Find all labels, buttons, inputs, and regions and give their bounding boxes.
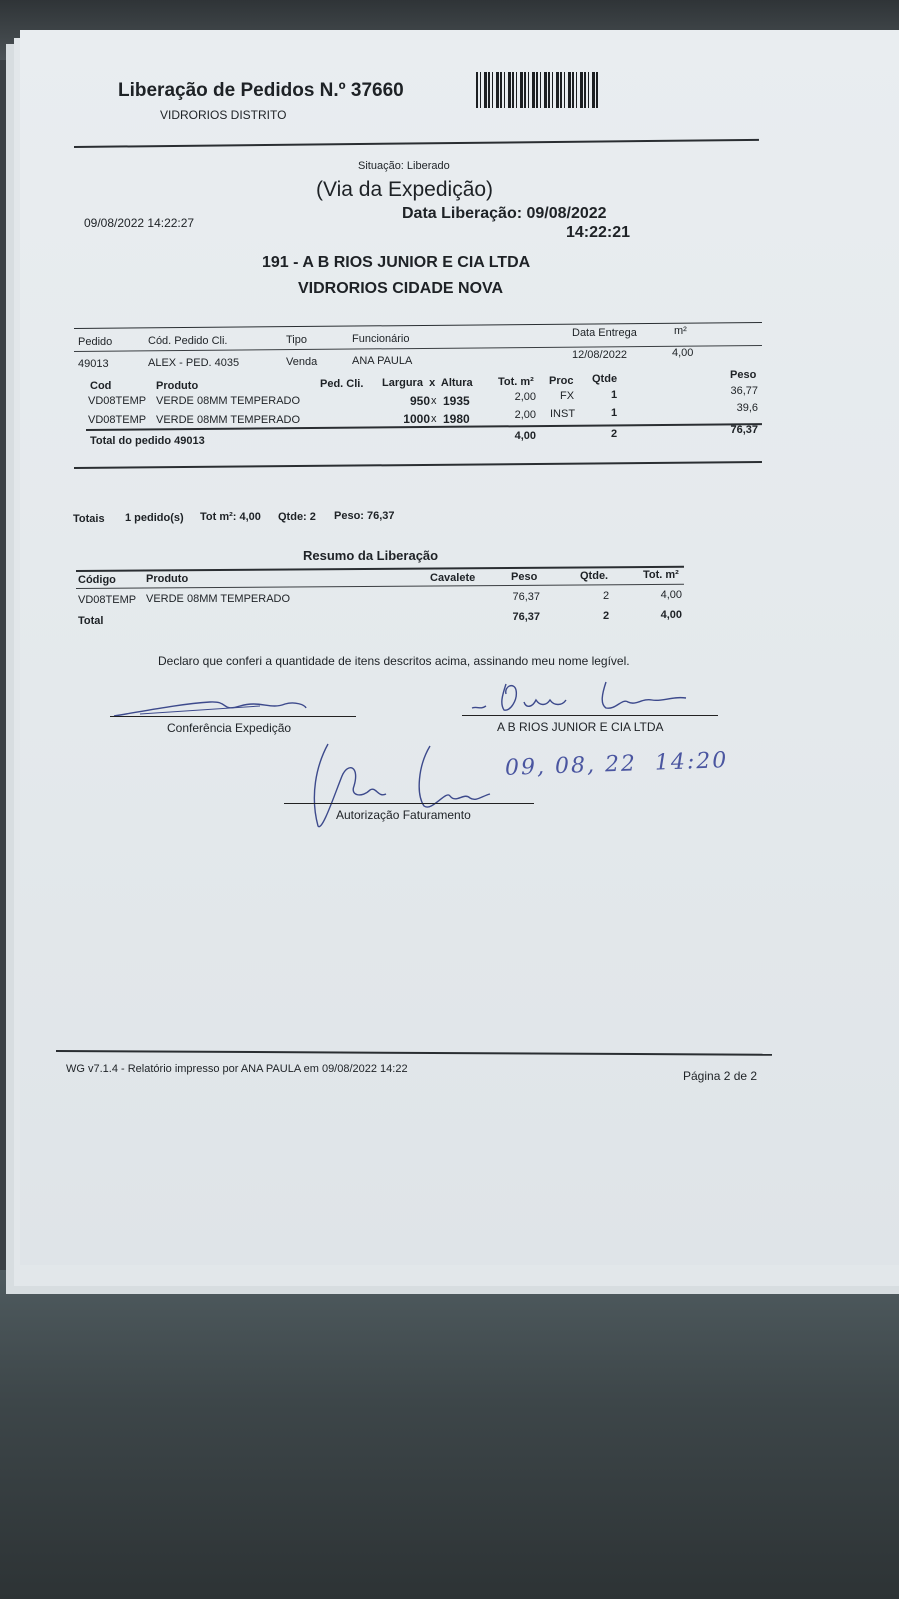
order-total-qtde: 2 <box>611 428 618 440</box>
item-1-produto: VERDE 08MM TEMPERADO <box>156 395 301 407</box>
items-col-ped-cli: Ped. Cli. <box>320 378 364 390</box>
item-2-altura: 1980 <box>443 412 470 426</box>
item-1-proc: FX <box>560 390 575 402</box>
col-funcionario: Funcionário <box>352 333 410 345</box>
summary-row-tot-m2: 4,00 <box>660 589 682 601</box>
order-funcionario: ANA PAULA <box>352 355 413 367</box>
totals-peso: Peso: 76,37 <box>334 510 395 522</box>
summary-title: Resumo da Liberação <box>303 548 439 563</box>
declaration-text: Declaro que conferi a quantidade de itens descritos acima, assinando meu nome legível. <box>158 654 630 668</box>
summary-total-qtde: 2 <box>603 610 610 622</box>
document-title: Liberação de Pedidos N.º 37660 <box>118 80 404 101</box>
items-col-produto: Produto <box>156 380 199 392</box>
order-data-entrega: 12/08/2022 <box>572 349 628 361</box>
autorizacao-signature-line <box>284 803 534 804</box>
summary-row-qtde: 2 <box>603 590 610 602</box>
items-col-peso: Peso <box>730 369 757 381</box>
summary-col-qtde: Qtde. <box>580 570 609 582</box>
conferencia-label: Conferência Expedição <box>167 721 292 735</box>
footer-printed-by: WG v7.1.4 - Relatório impresso por ANA PAULA em 09/08/2022 14:22 <box>66 1063 408 1075</box>
background-desk <box>0 1270 899 1599</box>
summary-row-produto: VERDE 08MM TEMPERADO <box>146 593 291 605</box>
item-2-peso: 39,6 <box>736 402 758 414</box>
totals-label: Totais <box>73 513 105 525</box>
summary-total-tot-m2: 4,00 <box>660 609 682 621</box>
items-col-cod: Cod <box>90 380 112 392</box>
items-col-tot-m2: Tot. m² <box>498 376 534 388</box>
item-1-tot-m2: 2,00 <box>514 391 536 403</box>
company-name: VIDRORIOS DISTRITO <box>160 108 287 122</box>
order-total-m2: 4,00 <box>514 430 536 442</box>
col-cod-pedido-cli: Cód. Pedido Cli. <box>148 335 228 347</box>
order-cod-cli: ALEX - PED. 4035 <box>148 357 240 369</box>
client-signature-label: A B RIOS JUNIOR E CIA LTDA <box>497 720 664 734</box>
summary-col-peso: Peso <box>511 571 538 583</box>
order-m2: 4,00 <box>672 347 694 359</box>
item-1-qtde: 1 <box>611 389 618 401</box>
item-2-x: x <box>431 413 437 425</box>
summary-row-codigo: VD08TEMP <box>78 594 137 606</box>
order-tipo: Venda <box>286 356 318 368</box>
release-time: 14:22:21 <box>566 224 631 241</box>
item-1-peso: 36,77 <box>730 385 758 397</box>
col-m2: m² <box>674 325 687 337</box>
via-label: (Via da Expedição) <box>316 178 494 201</box>
item-2-cod: VD08TEMP <box>88 414 147 426</box>
release-date: Data Liberação: 09/08/2022 <box>402 205 607 222</box>
conferencia-signature-line <box>110 716 356 717</box>
items-col-dims: Largura x Altura <box>382 377 473 389</box>
col-pedido: Pedido <box>78 336 113 348</box>
situation-label: Situação: Liberado <box>358 160 450 172</box>
autorizacao-label: Autorização Faturamento <box>336 808 471 822</box>
client-name: 191 - A B RIOS JUNIOR E CIA LTDA <box>262 254 531 271</box>
item-1-largura: 950 <box>409 394 430 408</box>
col-data-entrega: Data Entrega <box>572 327 637 339</box>
summary-col-cavalete: Cavalete <box>430 572 476 584</box>
order-total-label: Total do pedido 49013 <box>90 435 205 447</box>
barcode <box>476 72 598 108</box>
col-tipo: Tipo <box>286 334 307 346</box>
summary-total-label: Total <box>78 615 104 627</box>
summary-col-codigo: Código <box>78 574 116 586</box>
item-2-largura: 1000 <box>403 412 430 426</box>
item-1-altura: 1935 <box>443 394 470 408</box>
client-signature-icon <box>466 676 696 716</box>
client-signature-line <box>462 715 718 716</box>
items-col-proc: Proc <box>549 375 574 387</box>
summary-col-tot-m2: Tot. m² <box>643 569 679 581</box>
summary-col-produto: Produto <box>146 573 189 585</box>
client-store: VIDRORIOS CIDADE NOVA <box>298 280 504 297</box>
summary-row-peso: 76,37 <box>512 591 540 603</box>
totals-m2: Tot m²: 4,00 <box>200 511 261 523</box>
totals-pedidos: 1 pedido(s) <box>125 512 184 524</box>
page-number: Página 2 de 2 <box>683 1069 758 1083</box>
item-1-x: x <box>431 395 437 407</box>
item-1-cod: VD08TEMP <box>88 395 147 407</box>
item-2-produto: VERDE 08MM TEMPERADO <box>156 414 301 426</box>
handwritten-date: 09, 08, 22 14:20 <box>504 748 729 781</box>
item-2-proc: INST <box>550 408 576 420</box>
printed-timestamp: 09/08/2022 14:22:27 <box>84 216 195 230</box>
item-2-qtde: 1 <box>611 407 618 419</box>
items-col-qtde: Qtde <box>592 373 618 385</box>
order-pedido: 49013 <box>78 358 109 370</box>
item-2-tot-m2: 2,00 <box>514 409 536 421</box>
order-total-peso: 76,37 <box>730 424 758 436</box>
summary-total-peso: 76,37 <box>512 611 540 623</box>
totals-qtde: Qtde: 2 <box>278 511 316 523</box>
